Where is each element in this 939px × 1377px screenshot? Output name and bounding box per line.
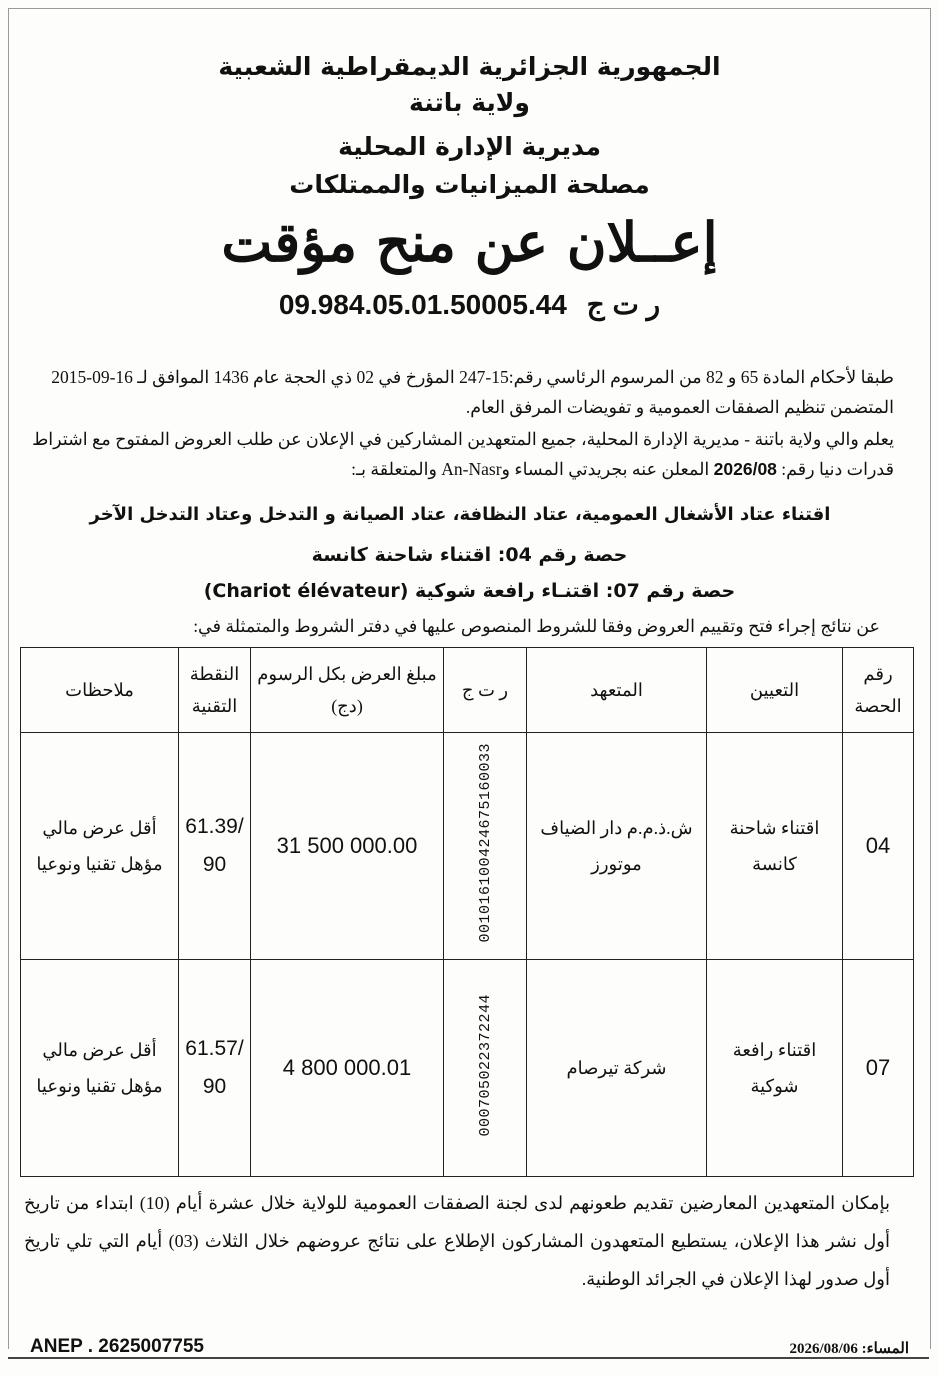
announcement-title: إعــلان عن منح مؤقت — [221, 210, 718, 274]
header-lot: رقم الحصة — [843, 648, 914, 733]
row-nif: 000705022372244 — [476, 993, 494, 1137]
row-bidder: شركة تيرصام — [527, 960, 707, 1177]
row-nif: 001016100424675160033 — [476, 743, 494, 943]
lot-07-heading-ar: حصة رقم 07: اقتنـاء رافعة شوكية — [415, 580, 736, 602]
header-designation: التعيين — [707, 648, 843, 733]
row-score: 61.57/ 90 — [179, 960, 251, 1177]
service-header: مصلحة الميزانيات والممتلكات — [289, 170, 650, 199]
row-designation: اقتناء رافعة شوكية — [707, 960, 843, 1177]
bottom-divider — [8, 1357, 929, 1359]
row-bidder: ش.ذ.م.م دار الضياف موتورز — [527, 733, 707, 960]
header-score: النقطة التقنية — [179, 648, 251, 733]
reference-line — [0, 288, 939, 321]
wilaya-header: ولاية باتنة — [409, 88, 530, 117]
table-header-row — [21, 648, 914, 733]
row-notes: أقل عرض مالي مؤهل تقنيا ونوعيا — [21, 960, 179, 1177]
appeal-paragraph: بإمكان المتعهدين المعارضين تقديم طعونهم لدى لجنة الصفقات العمومية للولاية خلال عشرة أيام (10) ابتداء من تاريخ أول نشر هذا الإعلان، يستطيع المتعهدون المشاركون الإطلاع على نتائج عروضهم خلال الثلاث (03) أيام التي تلي تاريخ أول صدور لهذا الإعلان في الجرائد الوطنية. — [24, 1193, 891, 1289]
row-amount: 4 800 000.01 — [251, 960, 444, 1177]
notice-paragraph — [22, 424, 894, 484]
header-notes: ملاحظات — [21, 648, 179, 733]
directorate-header: مديرية الإدارة المحلية — [338, 132, 601, 161]
lots-summary: اقتناء عتاد الأشغال العمومية، عتاد النظافة، عتاد الصيانة و التدخل وعتاد التدخل الآخر — [89, 504, 831, 525]
results-intro: عن نتائج إجراء فتح وتقييم العروض وفقا للشروط المنصوص عليها في دفتر الشروط والمتمثلة في: — [193, 616, 880, 636]
republic-header: الجمهورية الجزائرية الديمقراطية الشعبية — [218, 52, 721, 81]
tender-number: 2026/08 — [713, 459, 777, 479]
row-score: 61.39/ 90 — [179, 733, 251, 960]
results-table — [20, 647, 914, 1177]
row-nif-cell — [444, 733, 527, 960]
legal-basis-paragraph: طبقا لأحكام المادة 65 و 82 من المرسوم الرئاسي رقم:15-247 المؤرخ في 02 ذي الحجة عام 1436 الموافق لـ 16-09-2015 المتضمن تنظيم الصفقات العمومية و تفويضات المرفق العام. — [51, 367, 894, 417]
header-amount: مبلغ العرض بكل الرسوم (دج) — [251, 648, 444, 733]
lot-07-heading-fr: (Chariot élévateur) — [203, 580, 409, 602]
row-lot: 04 — [843, 733, 914, 960]
row-designation: اقتناء شاحنة كانسة — [707, 733, 843, 960]
row-notes: أقل عرض مالي مؤهل تقنيا ونوعيا — [21, 733, 179, 960]
reference-number: 09.984.05.01.50005.44 — [278, 289, 567, 320]
anep-code: ANEP . 2625007755 — [30, 1336, 204, 1357]
table-row — [21, 960, 914, 1177]
row-lot: 07 — [843, 960, 914, 1177]
row-amount: 31 500 000.00 — [251, 733, 444, 960]
newspaper-label: المساء: — [861, 1341, 909, 1357]
notice-text-a: يعلم والي ولاية باتنة - مديرية الإدارة المحلية، جميع المتعهدين المشاركين في الإعلان عن طلب العروض المفتوح مع اشتراط قدرات دنيا رقم: — [32, 429, 894, 479]
table-row — [21, 733, 914, 960]
date-value: 2026/08/06 — [789, 1341, 858, 1357]
header-nif: ر ت ج — [444, 648, 527, 733]
notice-text-b: المعلن عنه بجريدتي المساء وAn-Nasr والمتعلقة بـ: — [351, 459, 714, 479]
lot-04-heading: حصة رقم 04: اقتناء شاحنة كانسة — [311, 544, 628, 566]
publication-date — [789, 1339, 909, 1358]
lot-07-heading — [0, 580, 939, 602]
reference-label: ر ت ج — [586, 289, 661, 320]
header-bidder: المتعهد — [527, 648, 707, 733]
row-nif-cell — [444, 960, 527, 1177]
